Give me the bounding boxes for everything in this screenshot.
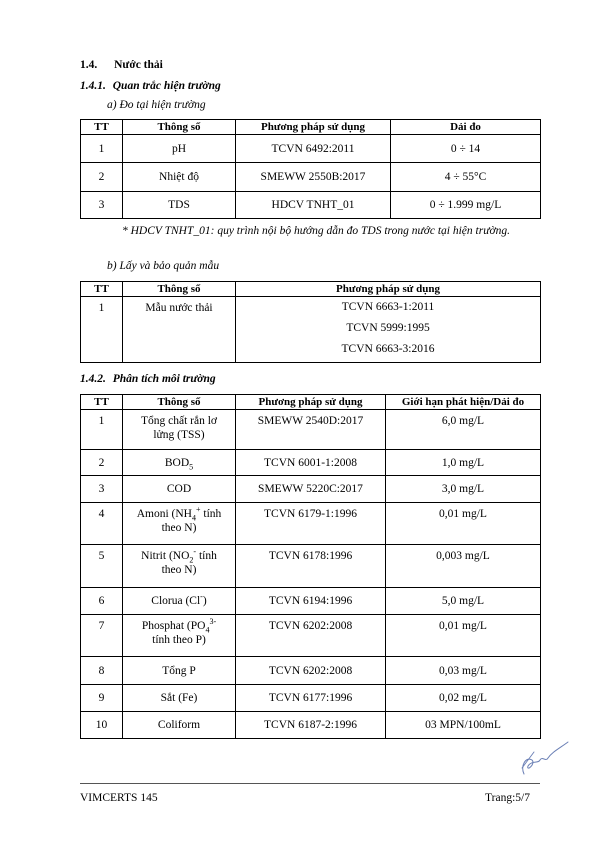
header-cell: Thông số (123, 120, 236, 135)
parameter-text: theo N) (161, 522, 197, 534)
superscript: + (195, 505, 201, 515)
parameter-cell (123, 503, 236, 545)
parameter-text: lửng (TSS) (153, 429, 205, 441)
header-cell: Phương pháp sử dụng (236, 395, 386, 410)
limit-cell: 0,01 mg/L (386, 503, 541, 545)
parameter-cell (123, 545, 236, 588)
method-cell: TCVN 6202:2008 (236, 657, 386, 685)
parameter-cell: COD (123, 476, 236, 503)
parameter-cell: Nhiệt độ (123, 163, 236, 192)
parameter-text: tính (196, 550, 217, 562)
superscript: - (200, 592, 203, 602)
field-measurement-table (80, 119, 541, 219)
table-header-row (81, 120, 541, 135)
section-1-4-1-heading (80, 80, 221, 92)
parameter-text: Tổng chất rắn lơ (140, 415, 217, 427)
parameter-text: ) (202, 595, 207, 607)
header-cell: Phương pháp sử dụng (236, 282, 541, 297)
header-cell: TT (81, 120, 123, 135)
limit-cell: 3,0 mg/L (386, 476, 541, 503)
limit-cell: 1,0 mg/L (386, 450, 541, 476)
table-row (81, 615, 541, 657)
section-1-4-1-number: 1.4.1. (80, 80, 106, 92)
row-number: 6 (81, 588, 123, 615)
limit-cell: 0,01 mg/L (386, 615, 541, 657)
superscript: - (193, 547, 197, 557)
header-cell: Dải đo (391, 120, 541, 135)
limit-cell: 0,003 mg/L (386, 545, 541, 588)
header-cell: Phương pháp sử dụng (236, 120, 391, 135)
table-row (81, 588, 541, 615)
parameter-text: BOD (164, 456, 190, 469)
section-1-4-1-title: Quan trắc hiện trường (112, 80, 221, 92)
table-row (81, 476, 541, 503)
table-row (81, 503, 541, 545)
parameter-cell (123, 615, 236, 657)
range-cell: 4 ÷ 55°C (391, 163, 541, 192)
row-number: 2 (81, 163, 123, 192)
limit-cell: 03 MPN/100mL (386, 712, 541, 739)
parameter-cell (123, 588, 236, 615)
limit-cell: 0,03 mg/L (386, 657, 541, 685)
table-row (81, 450, 541, 476)
table-row (81, 410, 541, 450)
method-line: TCVN 5999:1995 (346, 322, 430, 334)
parameter-cell (123, 410, 236, 450)
table-row (81, 657, 541, 685)
method-cell: SMEWW 5220C:2017 (236, 476, 386, 503)
table-row (81, 685, 541, 712)
method-cell: TCVN 6001-1:2008 (236, 450, 386, 476)
row-number: 10 (81, 712, 123, 739)
range-cell: 0 ÷ 1.999 mg/L (391, 192, 541, 219)
row-number: 8 (81, 657, 123, 685)
row-number: 9 (81, 685, 123, 712)
parameter-cell: Sắt (Fe) (123, 685, 236, 712)
table-row (81, 545, 541, 588)
limit-cell: 6,0 mg/L (386, 410, 541, 450)
method-line: TCVN 6663-1:2011 (341, 301, 435, 313)
header-cell: Giới hạn phát hiện/Dải đo (386, 395, 541, 410)
method-cell (236, 297, 541, 363)
method-cell: TCVN 6194:1996 (236, 588, 386, 615)
table-header-row (81, 282, 541, 297)
row-number: 7 (81, 615, 123, 657)
section-1-4-2-title: Phân tích môi trường (112, 373, 216, 385)
footer-page-number: Trang:5/7 (485, 792, 530, 804)
range-cell: 0 ÷ 14 (391, 135, 541, 163)
sampling-table (80, 281, 541, 363)
row-number: 5 (81, 545, 123, 588)
table-row (81, 297, 541, 363)
section-1-4-title: Nước thải (114, 59, 163, 71)
subscript: 5 (189, 461, 194, 471)
parameter-cell: Coliform (123, 712, 236, 739)
parameter-text: Nitrit (NO (141, 550, 190, 562)
section-1-4-2-number: 1.4.2. (80, 373, 106, 385)
parameter-text: theo N) (161, 564, 197, 576)
header-cell: Thông số (123, 282, 236, 297)
table-row (81, 192, 541, 219)
signature-initials-icon (512, 738, 572, 778)
parameter-text: Amoni (NH (136, 508, 192, 520)
row-number: 3 (81, 192, 123, 219)
subsection-a-label: a) Đo tại hiện trường (107, 99, 206, 111)
tds-footnote: * HDCV TNHT_01: quy trình nội bộ hướng dẫn đo TDS trong nước tại hiện trường. (122, 225, 510, 237)
table-header-row (81, 395, 541, 410)
lab-analysis-table (80, 394, 541, 739)
row-number: 1 (81, 297, 123, 363)
row-number: 1 (81, 410, 123, 450)
parameter-text: Clorua (Cl (151, 595, 201, 607)
method-cell: SMEWW 2550B:2017 (236, 163, 391, 192)
limit-cell: 5,0 mg/L (386, 588, 541, 615)
parameter-cell: pH (123, 135, 236, 163)
method-cell: SMEWW 2540D:2017 (236, 410, 386, 450)
row-number: 4 (81, 503, 123, 545)
parameter-cell: Tổng P (123, 657, 236, 685)
method-cell: TCVN 6178:1996 (236, 545, 386, 588)
subsection-b-label: b) Lấy và bảo quản mẫu (107, 260, 220, 272)
subscript: 2 (189, 555, 194, 565)
parameter-text: Phosphat (PO (141, 620, 206, 632)
superscript: 3- (209, 617, 217, 627)
header-cell: Thông số (123, 395, 236, 410)
table-row (81, 163, 541, 192)
subscript: 4 (205, 625, 210, 635)
header-cell: TT (81, 395, 123, 410)
method-cell: TCVN 6492:2011 (236, 135, 391, 163)
limit-cell: 0,02 mg/L (386, 685, 541, 712)
header-cell: TT (81, 282, 123, 297)
section-1-4-heading (80, 59, 163, 71)
row-number: 3 (81, 476, 123, 503)
table-row (81, 712, 541, 739)
footer-divider (80, 783, 540, 784)
method-cell: TCVN 6179-1:1996 (236, 503, 386, 545)
footer-certificate-code: VIMCERTS 145 (80, 792, 158, 804)
subscript: 4 (191, 513, 196, 523)
row-number: 1 (81, 135, 123, 163)
method-cell: TCVN 6187-2:1996 (236, 712, 386, 739)
table-row (81, 135, 541, 163)
section-1-4-2-heading (80, 373, 216, 385)
parameter-cell: TDS (123, 192, 236, 219)
method-cell: HDCV TNHT_01 (236, 192, 391, 219)
method-cell: TCVN 6202:2008 (236, 615, 386, 657)
parameter-cell (123, 450, 236, 476)
method-cell: TCVN 6177:1996 (236, 685, 386, 712)
row-number: 2 (81, 450, 123, 476)
section-1-4-number: 1.4. (80, 59, 98, 71)
parameter-text: tính (200, 508, 222, 520)
parameter-cell: Mẫu nước thải (123, 297, 236, 363)
method-line: TCVN 6663-3:2016 (341, 343, 435, 355)
parameter-text: tính theo P) (152, 634, 206, 646)
